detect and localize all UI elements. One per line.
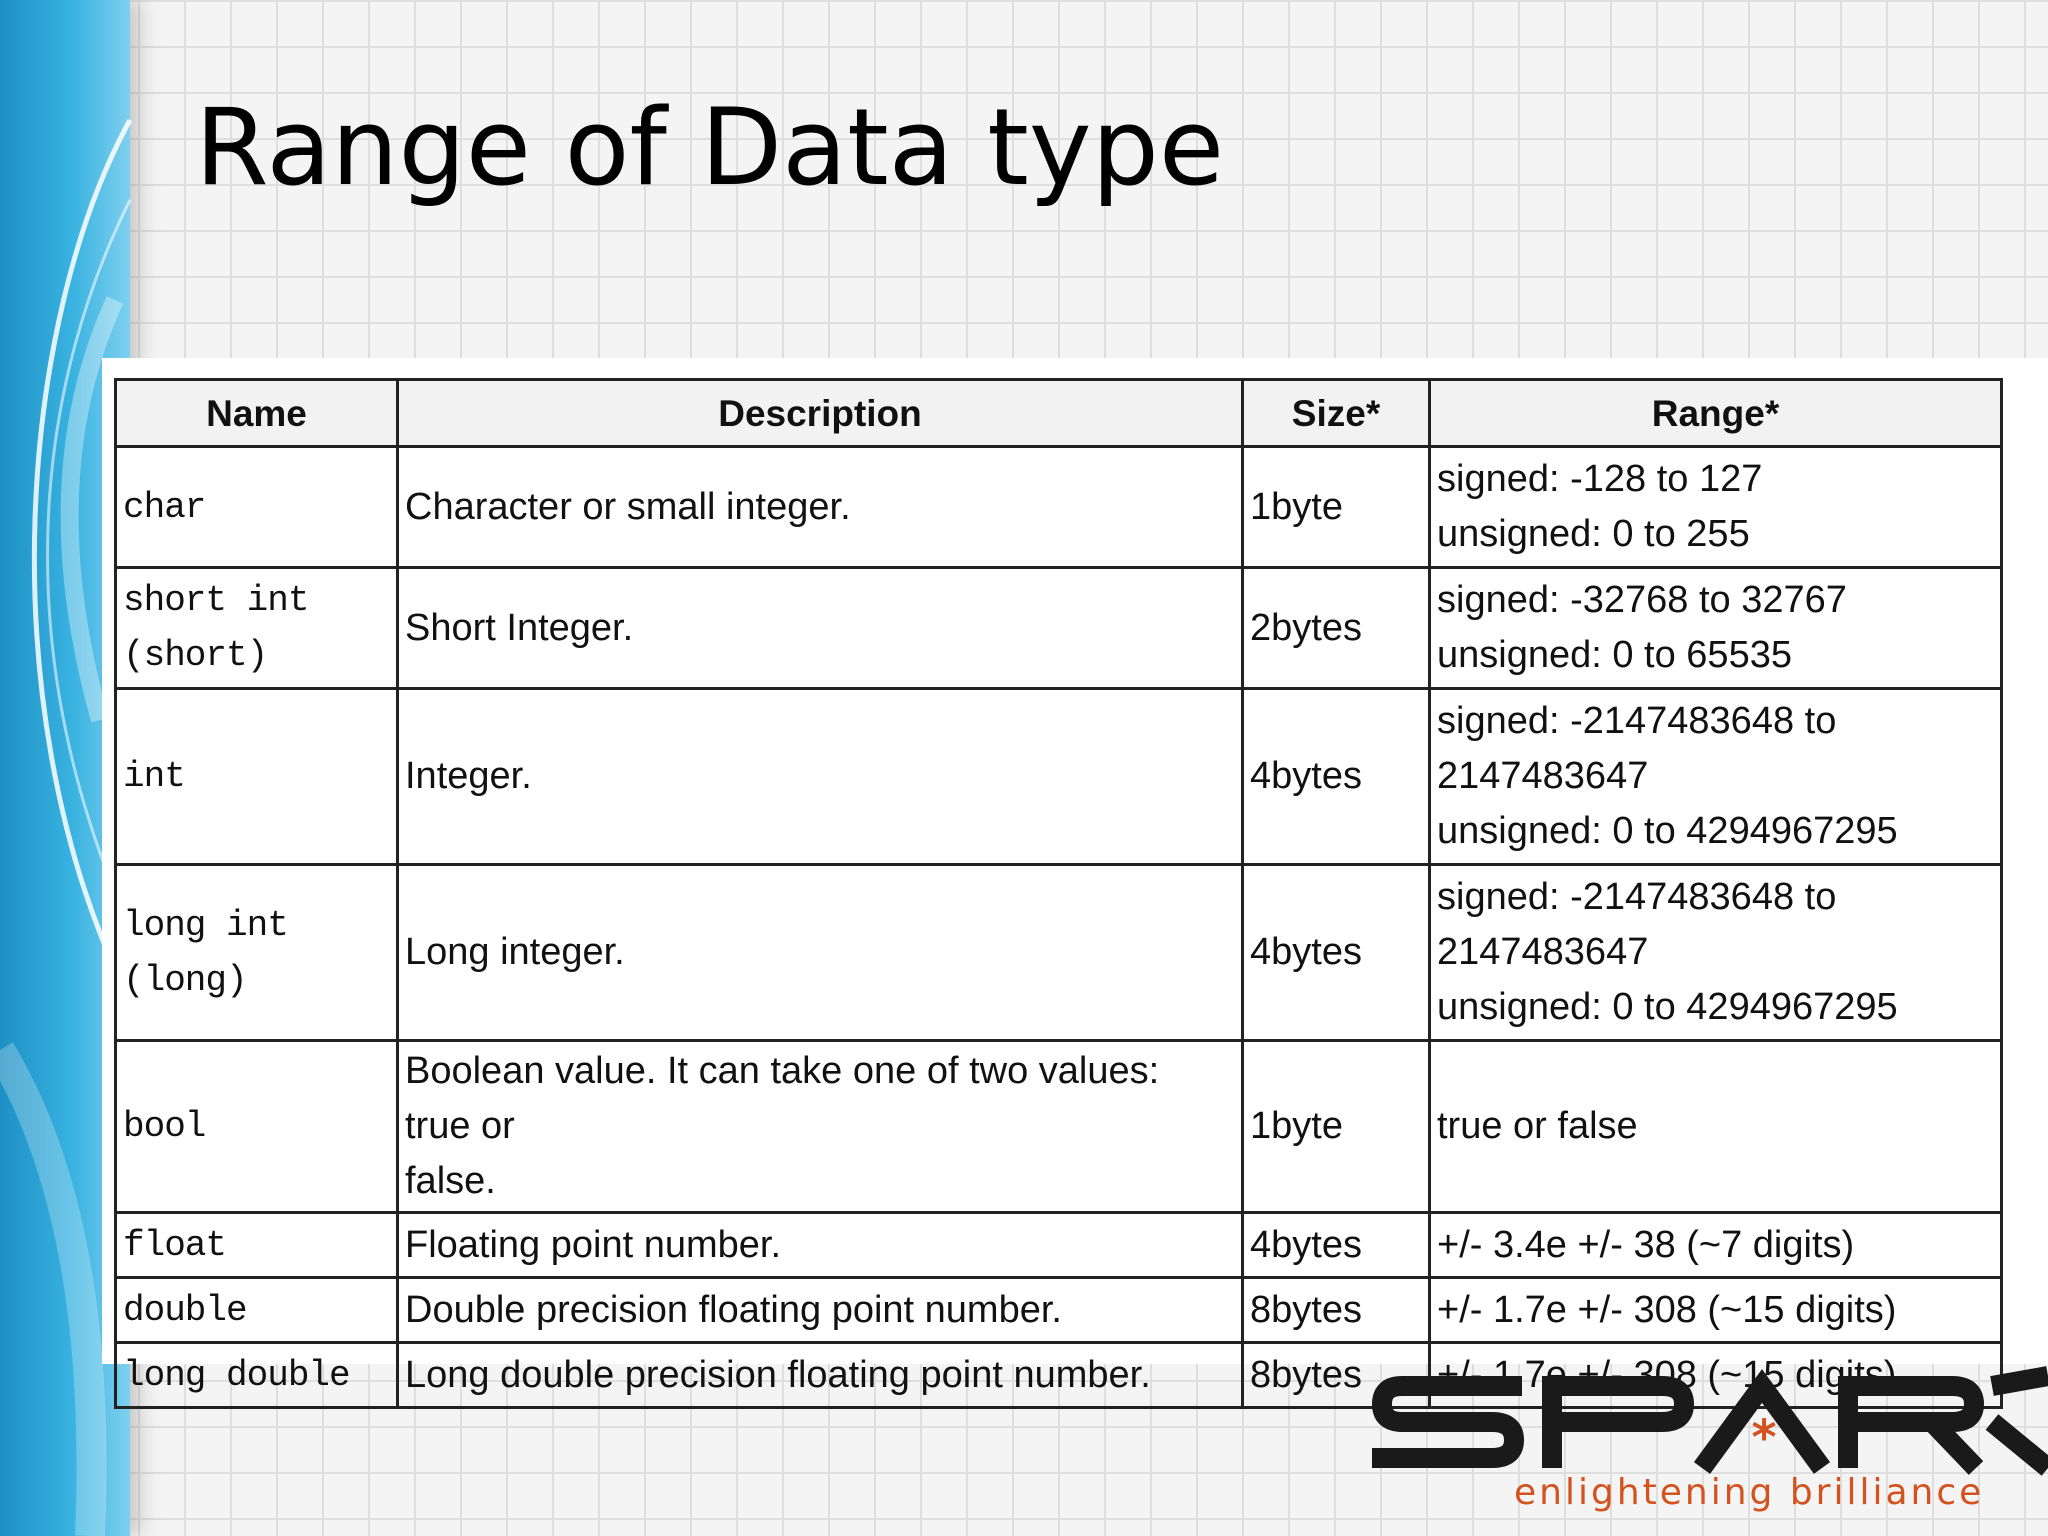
- size-cell: 4bytes: [1243, 1213, 1430, 1278]
- table-header-row: [116, 380, 2002, 447]
- range-cell: +/- 1.7e +/- 308 (~15 digits): [1430, 1343, 2002, 1408]
- type-name-cell: bool: [116, 1041, 398, 1213]
- header-name: Name: [116, 380, 398, 447]
- size-cell: 8bytes: [1243, 1278, 1430, 1343]
- spark-logo: [1372, 1372, 2048, 1536]
- table-row: [116, 568, 2002, 689]
- table-row: [116, 447, 2002, 568]
- data-type-table: [114, 378, 2003, 1409]
- type-name-cell: short int (short): [116, 568, 398, 689]
- spark-star-icon: *: [1751, 1410, 1777, 1466]
- description-cell: Floating point number.: [398, 1213, 1243, 1278]
- description-cell: Integer.: [398, 689, 1243, 865]
- description-cell: Double precision floating point number.: [398, 1278, 1243, 1343]
- description-cell: Character or small integer.: [398, 447, 1243, 568]
- size-cell: 4bytes: [1243, 689, 1430, 865]
- header-range: Range*: [1430, 380, 2002, 447]
- table-row: [116, 689, 2002, 865]
- size-cell: 1byte: [1243, 447, 1430, 568]
- range-cell: +/- 3.4e +/- 38 (~7 digits): [1430, 1213, 2002, 1278]
- description-cell: Short Integer.: [398, 568, 1243, 689]
- type-name-cell: char: [116, 447, 398, 568]
- spark-wordmark-icon: [1372, 1372, 2048, 1472]
- table-row: [116, 1041, 2002, 1213]
- logo-tagline: enlightening brilliance: [1514, 1472, 1985, 1513]
- size-cell: 4bytes: [1243, 865, 1430, 1041]
- table-row: [116, 1278, 2002, 1343]
- range-cell: true or false: [1430, 1041, 2002, 1213]
- range-cell: signed: -2147483648 to 2147483647 unsigned: 0 to 4294967295: [1430, 865, 2002, 1041]
- description-cell: Long integer.: [398, 865, 1243, 1041]
- slide-title: Range of Data type: [195, 86, 1225, 209]
- table-row: [116, 1213, 2002, 1278]
- table-row: [116, 865, 2002, 1041]
- size-cell: 2bytes: [1243, 568, 1430, 689]
- range-cell: signed: -32768 to 32767 unsigned: 0 to 65535: [1430, 568, 2002, 689]
- header-description: Description: [398, 380, 1243, 447]
- size-cell: 1byte: [1243, 1041, 1430, 1213]
- range-cell: +/- 1.7e +/- 308 (~15 digits): [1430, 1278, 2002, 1343]
- type-name-cell: long int (long): [116, 865, 398, 1041]
- size-cell: 8bytes: [1243, 1343, 1430, 1408]
- type-name-cell: double: [116, 1278, 398, 1343]
- table-screenshot: [102, 358, 2048, 1396]
- type-name-cell: int: [116, 689, 398, 865]
- range-cell: signed: -128 to 127 unsigned: 0 to 255: [1430, 447, 2002, 568]
- description-cell: Boolean value. It can take one of two values: true or false.: [398, 1041, 1243, 1213]
- range-cell: signed: -2147483648 to 2147483647 unsigned: 0 to 4294967295: [1430, 689, 2002, 865]
- header-size: Size*: [1243, 380, 1430, 447]
- type-name-cell: float: [116, 1213, 398, 1278]
- description-cell: Long double precision floating point number.: [398, 1343, 1243, 1408]
- type-name-cell: long double: [116, 1343, 398, 1408]
